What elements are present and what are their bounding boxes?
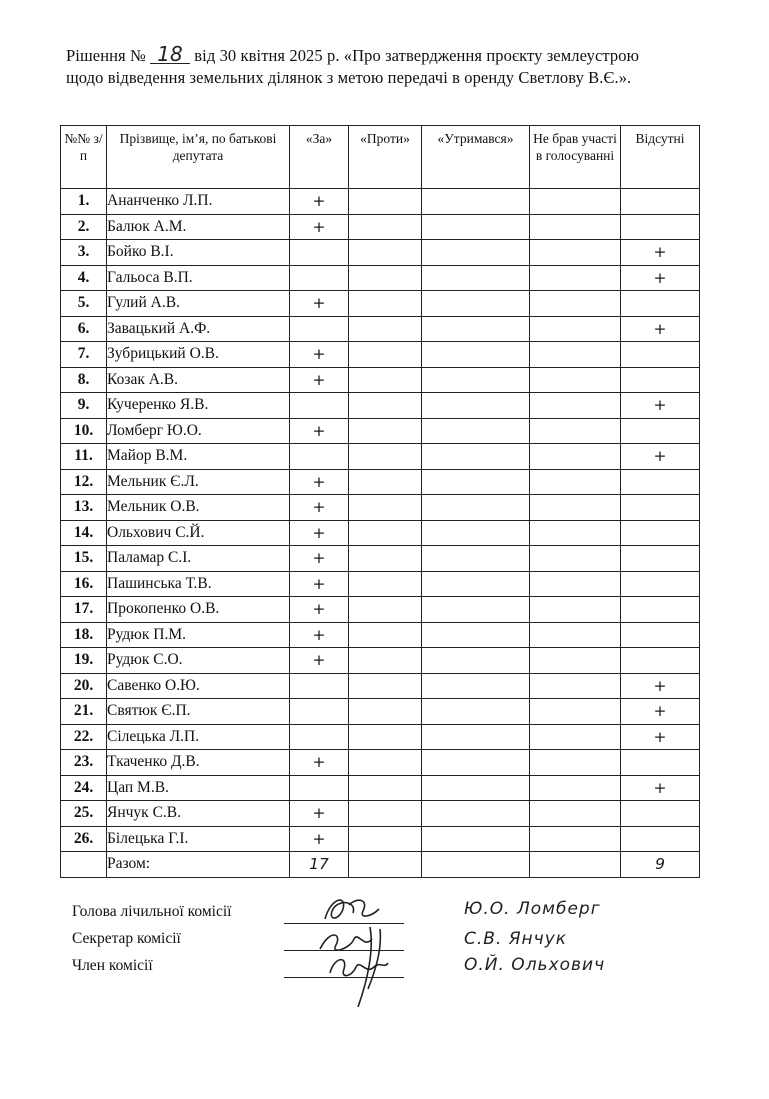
voting-table: [60, 125, 700, 878]
table-row: [61, 699, 700, 725]
deputy-name: Майор В.М.: [107, 444, 290, 470]
table-row: [61, 393, 700, 419]
vote-for: +: [290, 546, 349, 572]
vote-for: +: [290, 469, 349, 495]
vote-abstain: [422, 316, 530, 342]
vote-for: +: [290, 189, 349, 215]
vote-absent: [621, 546, 700, 572]
vote-absent: +: [621, 265, 700, 291]
vote-not-voted: [530, 367, 621, 393]
table-row: [61, 469, 700, 495]
vote-abstain: [422, 750, 530, 776]
vote-abstain: [422, 724, 530, 750]
deputy-name: Сілецька Л.П.: [107, 724, 290, 750]
row-number: 16.: [61, 571, 107, 597]
deputy-name: Балюк А.М.: [107, 214, 290, 240]
deputy-name: Козак А.В.: [107, 367, 290, 393]
decision-number: 18: [150, 45, 190, 64]
vote-not-voted: [530, 775, 621, 801]
decision-title-line-1: [66, 42, 746, 67]
total-row: [61, 852, 700, 878]
vote-absent: +: [621, 240, 700, 266]
table-row: [61, 316, 700, 342]
voting-table-body: [61, 189, 700, 852]
vote-absent: [621, 801, 700, 827]
table-row: [61, 673, 700, 699]
vote-absent: [621, 622, 700, 648]
vote-not-voted: [530, 750, 621, 776]
deputy-name: Гальоса В.П.: [107, 265, 290, 291]
vote-abstain: [422, 673, 530, 699]
row-number: 25.: [61, 801, 107, 827]
table-row: [61, 775, 700, 801]
vote-abstain: [422, 189, 530, 215]
vote-for: [290, 240, 349, 266]
vote-absent: +: [621, 673, 700, 699]
vote-against: [349, 393, 422, 419]
vote-not-voted: [530, 418, 621, 444]
row-number: 10.: [61, 418, 107, 444]
vote-against: [349, 291, 422, 317]
table-row: [61, 418, 700, 444]
vote-not-voted: [530, 469, 621, 495]
vote-not-voted: [530, 316, 621, 342]
row-number: 14.: [61, 520, 107, 546]
table-header-row: [61, 126, 700, 189]
vote-abstain: [422, 622, 530, 648]
header-absent: Відсутні: [621, 126, 700, 189]
vote-against: [349, 469, 422, 495]
vote-for: [290, 316, 349, 342]
vote-abstain: [422, 546, 530, 572]
vote-abstain: [422, 214, 530, 240]
deputy-name: Завацький А.Ф.: [107, 316, 290, 342]
table-row: [61, 189, 700, 215]
total-against: [349, 852, 422, 878]
vote-against: [349, 597, 422, 623]
table-row: [61, 750, 700, 776]
vote-not-voted: [530, 826, 621, 852]
vote-absent: [621, 826, 700, 852]
vote-not-voted: [530, 571, 621, 597]
header-num: №№ з/п: [61, 126, 107, 189]
vote-absent: +: [621, 444, 700, 470]
vote-for: [290, 775, 349, 801]
vote-abstain: [422, 495, 530, 521]
row-number: 18.: [61, 622, 107, 648]
row-number: 22.: [61, 724, 107, 750]
vote-abstain: [422, 648, 530, 674]
vote-not-voted: [530, 342, 621, 368]
deputy-name: Святюк Є.П.: [107, 699, 290, 725]
vote-for: +: [290, 801, 349, 827]
deputy-name: Рудюк П.М.: [107, 622, 290, 648]
vote-for: [290, 265, 349, 291]
vote-not-voted: [530, 240, 621, 266]
row-number: 23.: [61, 750, 107, 776]
vote-against: [349, 444, 422, 470]
deputy-name: Мельник О.В.: [107, 495, 290, 521]
vote-abstain: [422, 265, 530, 291]
vote-abstain: [422, 826, 530, 852]
vote-for: +: [290, 648, 349, 674]
vote-for: [290, 673, 349, 699]
vote-against: [349, 750, 422, 776]
header-not-voted: Не брав участі в голосуванні: [530, 126, 621, 189]
vote-not-voted: [530, 648, 621, 674]
vote-not-voted: [530, 724, 621, 750]
table-row: [61, 265, 700, 291]
table-row: [61, 214, 700, 240]
vote-against: [349, 775, 422, 801]
header-abstain: «Утримався»: [422, 126, 530, 189]
vote-abstain: [422, 291, 530, 317]
vote-absent: [621, 367, 700, 393]
decision-text-2: щодо відведення земельних ділянок з метою передачі в оренду Светлову В.Є.».: [66, 68, 632, 87]
vote-not-voted: [530, 393, 621, 419]
vote-absent: [621, 750, 700, 776]
table-row: [61, 648, 700, 674]
table-row: [61, 546, 700, 572]
deputy-name: Бойко В.І.: [107, 240, 290, 266]
vote-for: +: [290, 367, 349, 393]
role-secretary: Секретар комісії: [72, 930, 181, 947]
row-number: 7.: [61, 342, 107, 368]
vote-absent: [621, 648, 700, 674]
vote-for: +: [290, 291, 349, 317]
row-number: 9.: [61, 393, 107, 419]
vote-for: +: [290, 495, 349, 521]
vote-not-voted: [530, 189, 621, 215]
table-row: [61, 342, 700, 368]
row-number: 15.: [61, 546, 107, 572]
vote-for: +: [290, 520, 349, 546]
row-number: 5.: [61, 291, 107, 317]
vote-not-voted: [530, 214, 621, 240]
vote-absent: [621, 495, 700, 521]
row-number: 6.: [61, 316, 107, 342]
vote-not-voted: [530, 699, 621, 725]
vote-not-voted: [530, 597, 621, 623]
vote-for: [290, 724, 349, 750]
vote-not-voted: [530, 265, 621, 291]
vote-against: [349, 189, 422, 215]
vote-against: [349, 316, 422, 342]
vote-against: [349, 622, 422, 648]
row-number: 12.: [61, 469, 107, 495]
vote-abstain: [422, 469, 530, 495]
total-absent: 9: [621, 852, 700, 878]
row-number: 13.: [61, 495, 107, 521]
total-not-voted: [530, 852, 621, 878]
vote-absent: +: [621, 775, 700, 801]
vote-not-voted: [530, 801, 621, 827]
vote-absent: [621, 597, 700, 623]
total-label: Разом:: [107, 852, 290, 878]
vote-against: [349, 495, 422, 521]
vote-for: [290, 393, 349, 419]
deputy-name: Ткаченко Д.В.: [107, 750, 290, 776]
vote-absent: [621, 418, 700, 444]
vote-against: [349, 571, 422, 597]
total-abstain: [422, 852, 530, 878]
handwritten-name-chair: Ю.О. Ломберг: [464, 899, 601, 919]
signature-scrawl-member: [322, 947, 392, 987]
vote-abstain: [422, 418, 530, 444]
vote-against: [349, 699, 422, 725]
vote-for: +: [290, 597, 349, 623]
decision-title: [66, 42, 746, 89]
table-row: [61, 622, 700, 648]
vote-absent: [621, 189, 700, 215]
vote-against: [349, 546, 422, 572]
vote-not-voted: [530, 622, 621, 648]
deputy-name: Пашинська Т.В.: [107, 571, 290, 597]
row-number: 4.: [61, 265, 107, 291]
deputy-name: Паламар С.І.: [107, 546, 290, 572]
deputy-name: Прокопенко О.В.: [107, 597, 290, 623]
header-name: Прізвище, ім’я, по батькові депутата: [107, 126, 290, 189]
vote-abstain: [422, 240, 530, 266]
header-for: «За»: [290, 126, 349, 189]
vote-against: [349, 214, 422, 240]
vote-for: +: [290, 571, 349, 597]
deputy-name: Кучеренко Я.В.: [107, 393, 290, 419]
vote-for: +: [290, 418, 349, 444]
vote-against: [349, 520, 422, 546]
vote-against: [349, 724, 422, 750]
row-number: 26.: [61, 826, 107, 852]
vote-for: +: [290, 342, 349, 368]
table-row: [61, 444, 700, 470]
vote-abstain: [422, 367, 530, 393]
table-row: [61, 495, 700, 521]
vote-against: [349, 673, 422, 699]
row-number: 24.: [61, 775, 107, 801]
vote-absent: +: [621, 316, 700, 342]
table-row: [61, 240, 700, 266]
row-number: 20.: [61, 673, 107, 699]
row-number: 21.: [61, 699, 107, 725]
table-row: [61, 826, 700, 852]
deputy-name: Цап М.В.: [107, 775, 290, 801]
vote-abstain: [422, 775, 530, 801]
row-number: 11.: [61, 444, 107, 470]
vote-abstain: [422, 801, 530, 827]
table-row: [61, 724, 700, 750]
decision-prefix: Рішення №: [66, 46, 146, 65]
vote-for: +: [290, 826, 349, 852]
vote-absent: [621, 291, 700, 317]
vote-not-voted: [530, 495, 621, 521]
row-number: 19.: [61, 648, 107, 674]
vote-against: [349, 648, 422, 674]
handwritten-name-member: О.Й. Ольхович: [464, 955, 606, 975]
vote-abstain: [422, 393, 530, 419]
total-empty-cell: [61, 852, 107, 878]
deputy-name: Ананченко Л.П.: [107, 189, 290, 215]
vote-not-voted: [530, 546, 621, 572]
vote-for: +: [290, 622, 349, 648]
table-row: [61, 571, 700, 597]
vote-against: [349, 826, 422, 852]
vote-abstain: [422, 342, 530, 368]
row-number: 1.: [61, 189, 107, 215]
table-row: [61, 367, 700, 393]
vote-abstain: [422, 597, 530, 623]
deputy-name: Рудюк С.О.: [107, 648, 290, 674]
vote-abstain: [422, 699, 530, 725]
handwritten-name-secretary: С.В. Янчук: [464, 929, 568, 949]
vote-for: +: [290, 214, 349, 240]
vote-against: [349, 418, 422, 444]
vote-for: +: [290, 750, 349, 776]
vote-absent: [621, 214, 700, 240]
row-number: 2.: [61, 214, 107, 240]
decision-text-1: від 30 квітня 2025 р. «Про затвердження проєкту землеустрою: [194, 46, 640, 65]
vote-against: [349, 367, 422, 393]
role-member: Член комісії: [72, 957, 153, 974]
vote-absent: +: [621, 699, 700, 725]
vote-not-voted: [530, 520, 621, 546]
vote-abstain: [422, 520, 530, 546]
vote-absent: [621, 342, 700, 368]
table-row: [61, 520, 700, 546]
vote-for: [290, 699, 349, 725]
vote-absent: [621, 469, 700, 495]
deputy-name: Ольхович С.Й.: [107, 520, 290, 546]
deputy-name: Гулий А.В.: [107, 291, 290, 317]
vote-against: [349, 265, 422, 291]
vote-not-voted: [530, 444, 621, 470]
deputy-name: Зубрицький О.В.: [107, 342, 290, 368]
row-number: 8.: [61, 367, 107, 393]
row-number: 17.: [61, 597, 107, 623]
vote-for: [290, 444, 349, 470]
deputy-name: Янчук С.В.: [107, 801, 290, 827]
vote-not-voted: [530, 291, 621, 317]
table-row: [61, 801, 700, 827]
vote-absent: +: [621, 393, 700, 419]
header-against: «Проти»: [349, 126, 422, 189]
deputy-name: Мельник Є.Л.: [107, 469, 290, 495]
vote-against: [349, 240, 422, 266]
vote-against: [349, 801, 422, 827]
signature-block: [72, 899, 712, 1013]
vote-absent: [621, 520, 700, 546]
vote-absent: [621, 571, 700, 597]
deputy-name: Ломберг Ю.О.: [107, 418, 290, 444]
role-chair: Голова лічильної комісії: [72, 903, 232, 920]
total-for: 17: [290, 852, 349, 878]
vote-absent: +: [621, 724, 700, 750]
deputy-name: Білецька Г.І.: [107, 826, 290, 852]
table-row: [61, 291, 700, 317]
row-number: 3.: [61, 240, 107, 266]
vote-abstain: [422, 444, 530, 470]
vote-not-voted: [530, 673, 621, 699]
deputy-name: Савенко О.Ю.: [107, 673, 290, 699]
table-row: [61, 597, 700, 623]
vote-against: [349, 342, 422, 368]
vote-abstain: [422, 571, 530, 597]
